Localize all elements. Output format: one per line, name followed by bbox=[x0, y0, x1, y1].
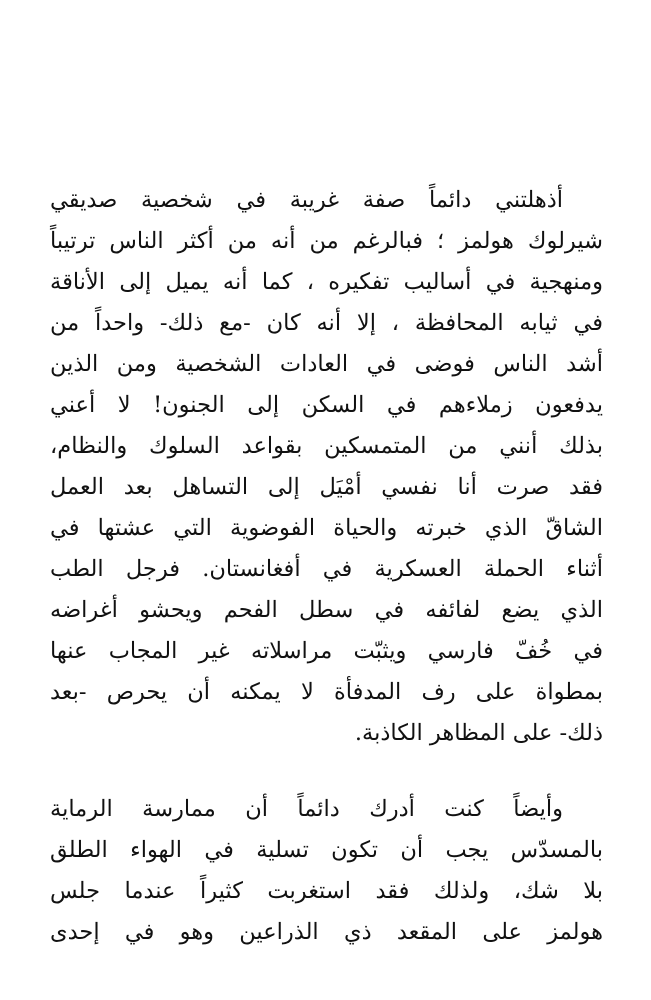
text-line: بالمسدّس يجب أن تكون تسلية في الهواء الطلق bbox=[50, 837, 603, 863]
text-line: شيرلوك هولمز ؛ فبالرغم من أنه من أكثر الناس ترتيباً bbox=[50, 228, 603, 254]
text-line: بلا شك، ولذلك فقد استغربت كثيراً عندما جلس bbox=[50, 878, 603, 904]
text-line: في ثيابه المحافظة ، إلا أنه كان -مع ذلك- واحداً من bbox=[50, 310, 603, 336]
paragraph-2 bbox=[50, 789, 603, 953]
text-line: الذي يضع لفائفه في سطل الفحم ويحشو أغراضه bbox=[50, 597, 603, 623]
page-text bbox=[50, 180, 603, 953]
text-line: يدفعون زملاءهم في السكن إلى الجنون! لا أعني bbox=[50, 392, 603, 418]
text-line: ومنهجية في أساليب تفكيره ، كما أنه يميل إلى الأناقة bbox=[50, 269, 603, 295]
text-line: أذهلتني دائماً صفة غريبة في شخصية صديقي bbox=[50, 187, 563, 213]
text-line: وأيضاً كنت أدرك دائماً أن ممارسة الرماية bbox=[50, 796, 563, 822]
text-line: في خُفّ فارسي ويثبّت مراسلاته غير المجاب عنها bbox=[50, 638, 603, 664]
paragraph-1 bbox=[50, 180, 603, 754]
text-line: أثناء الحملة العسكرية في أفغانستان. فرجل الطب bbox=[50, 556, 603, 582]
text-line: الشاقّ الذي خبرته والحياة الفوضوية التي عشتها في bbox=[50, 515, 603, 541]
text-line: بذلك أنني من المتمسكين بقواعد السلوك والنظام، bbox=[50, 433, 603, 459]
text-line: ذلك- على المظاهر الكاذبة. bbox=[354, 720, 603, 746]
text-line: فقد صرت أنا نفسي أمْيَل إلى التساهل بعد العمل bbox=[50, 474, 603, 500]
text-line: هولمز على المقعد ذي الذراعين وهو في إحدى bbox=[50, 919, 603, 945]
text-line: أشد الناس فوضى في العادات الشخصية ومن الذين bbox=[50, 351, 603, 377]
text-line: بمطواة على رف المدفأة لا يمكنه أن يحرص -بعد bbox=[50, 679, 603, 705]
